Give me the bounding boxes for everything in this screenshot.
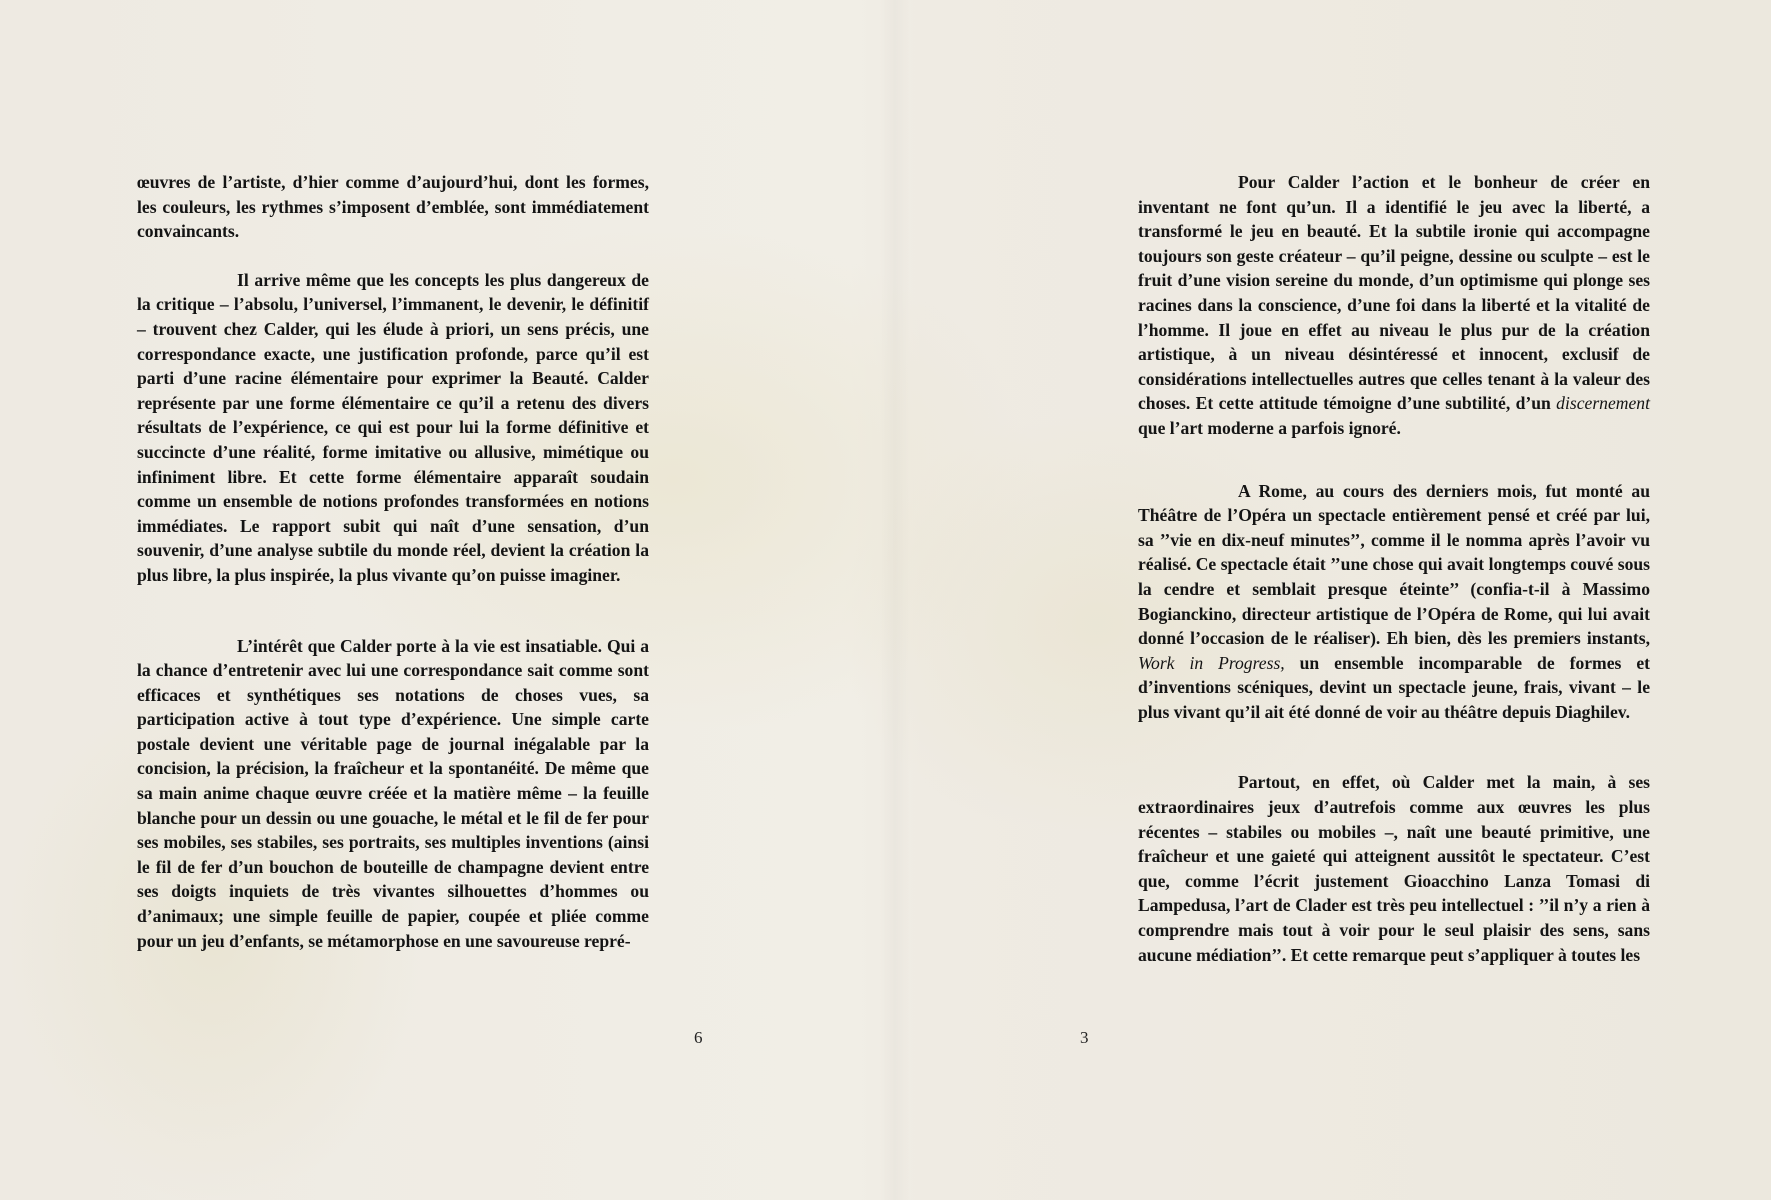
right-paragraph-2-text: A Rome, au cours des derniers mois, fut monté au Théâtre de l’Opéra un spectacle entièrement pensé et créé par lui, sa ’’vie en dix-neuf minutes’’, comme il le nomma après l’avoir vu réalisé. Ce spectacle était ’’une chose qui avait longtemps couvé sous la cendre et semblait presque éteinte’’ (confia-t-il à Massimo Bogianckino, directeur artistique de l’Opéra de Rome, qui lui avait donné l’occasion de le réaliser). Eh bien, dès les premiers instants, — [1138, 480, 1650, 649]
right-paragraph-3: Partout, en effet, où Calder met la main, à ses extraordinaires jeux d’autrefois comme aux œuvres les plus récentes – stabiles ou mobiles –, naît une beauté primitive, une fraîcheur et une gaieté qui atteignent aussitôt le spectateur. C’est que, comme l’écrit justement Gioacchino Lanza Tomasi di Lampedusa, l’art de Clader est très peu intellectuel : ’’il n’y a rien à comprendre mais tout à voir pour le seul plaisir des sens, sans aucune médiation’’. Et cette remarque peut s’appliquer à toutes les — [1138, 772, 1650, 965]
left-paragraph-1: œuvres de l’artiste, d’hier comme d’aujourd’hui, dont les formes, les couleurs, les rythmes s’imposent d’emblée, sont immédiatement convaincants. — [137, 172, 649, 242]
right-page-text — [1138, 170, 1650, 967]
left-page-number: 6 — [694, 1028, 703, 1047]
right-paragraph-2-end: un ensemble incomparable de formes et d’inventions scéniques, devint un spectacle jeune, frais, vivant – le plus vivant qu’il ait été donné de voir au théâtre depuis Diaghilev. — [1138, 652, 1650, 722]
page-fold — [880, 0, 910, 1200]
right-paragraph-1-italic: discernement — [1556, 393, 1650, 414]
right-page-number: 3 — [1080, 1028, 1089, 1047]
right-paragraph-1-text: Pour Calder l’action et le bonheur de créer en inventant ne font qu’un. Il a identifié le jeu avec la liberté, a transformé le jeu en beauté. Et la subtile ironie qui accompagne toujours son geste créateur – qu’il peigne, dessine ou sculpte – est le fruit d’une vision sereine du monde, d’un optimisme qui plonge ses racines dans la conscience, d’une foi dans la liberté et la vitalité de l’homme. Il joue en effet au niveau le plus pur de la création artistique, à un niveau désintéressé et innocent, exclusif de considérations intellectuelles autres que celles tenant à la valeur des choses. Et cette attitude témoigne d’une subtilité, d’un — [1138, 172, 1650, 414]
left-page-text — [137, 170, 649, 953]
right-paragraph-1 — [1138, 170, 1650, 441]
left-paragraph-3: L’intérêt que Calder porte à la vie est insatiable. Qui a la chance d’entretenir avec lui une correspondance sait comme sont efficaces et synthétiques ses notations de choses vues, sa participation active à tout type d’expérience. Une simple carte postale devient une véritable page de journal inégalable par la concision, la précision, la fraîcheur et la spontanéité. De même que sa main anime chaque œuvre créée et la matière même – la feuille blanche pour un dessin ou une gouache, le métal et le fil de fer pour ses mobiles, ses stabiles, ses portraits, ses multiples inventions (ainsi le fil de fer d’un bouchon de bouteille de champagne devient entre ses doigts inquiets de très vivantes silhouettes d’hommes ou d’animaux; une simple feuille de papier, coupée et pliée comme pour un jeu d’enfants, se métamorphose en une savoureuse repré- — [137, 635, 649, 951]
left-paragraph-2: Il arrive même que les concepts les plus dangereux de la critique – l’absolu, l’universel, l’immanent, le devenir, le définitif – trouvent chez Calder, qui les élude à priori, un sens précis, une correspondance exacte, une justification profonde, parce qu’il est parti d’une racine élémentaire pour exprimer la Beauté. Calder représente par une forme élémentaire ce qu’il a retenu des divers résultats de l’expérience, ce qui est pour lui la forme définitive et succincte d’une réalité, forme imitative ou allusive, mimétique ou infiniment libre. Et cette forme élémentaire apparaît soudain comme un ensemble de notions profondes transformées en notions immédiates. Le rapport subit qui naît d’une sensation, d’un souvenir, d’une analyse subtile du monde réel, devient la création la plus libre, la plus inspirée, la plus vivante qu’on puisse imaginer. — [137, 269, 649, 585]
right-paragraph-2-italic: Work in Progress, — [1138, 652, 1285, 673]
right-paragraph-2 — [1138, 479, 1650, 725]
right-paragraph-1-end: que l’art moderne a parfois ignoré. — [1138, 417, 1401, 438]
